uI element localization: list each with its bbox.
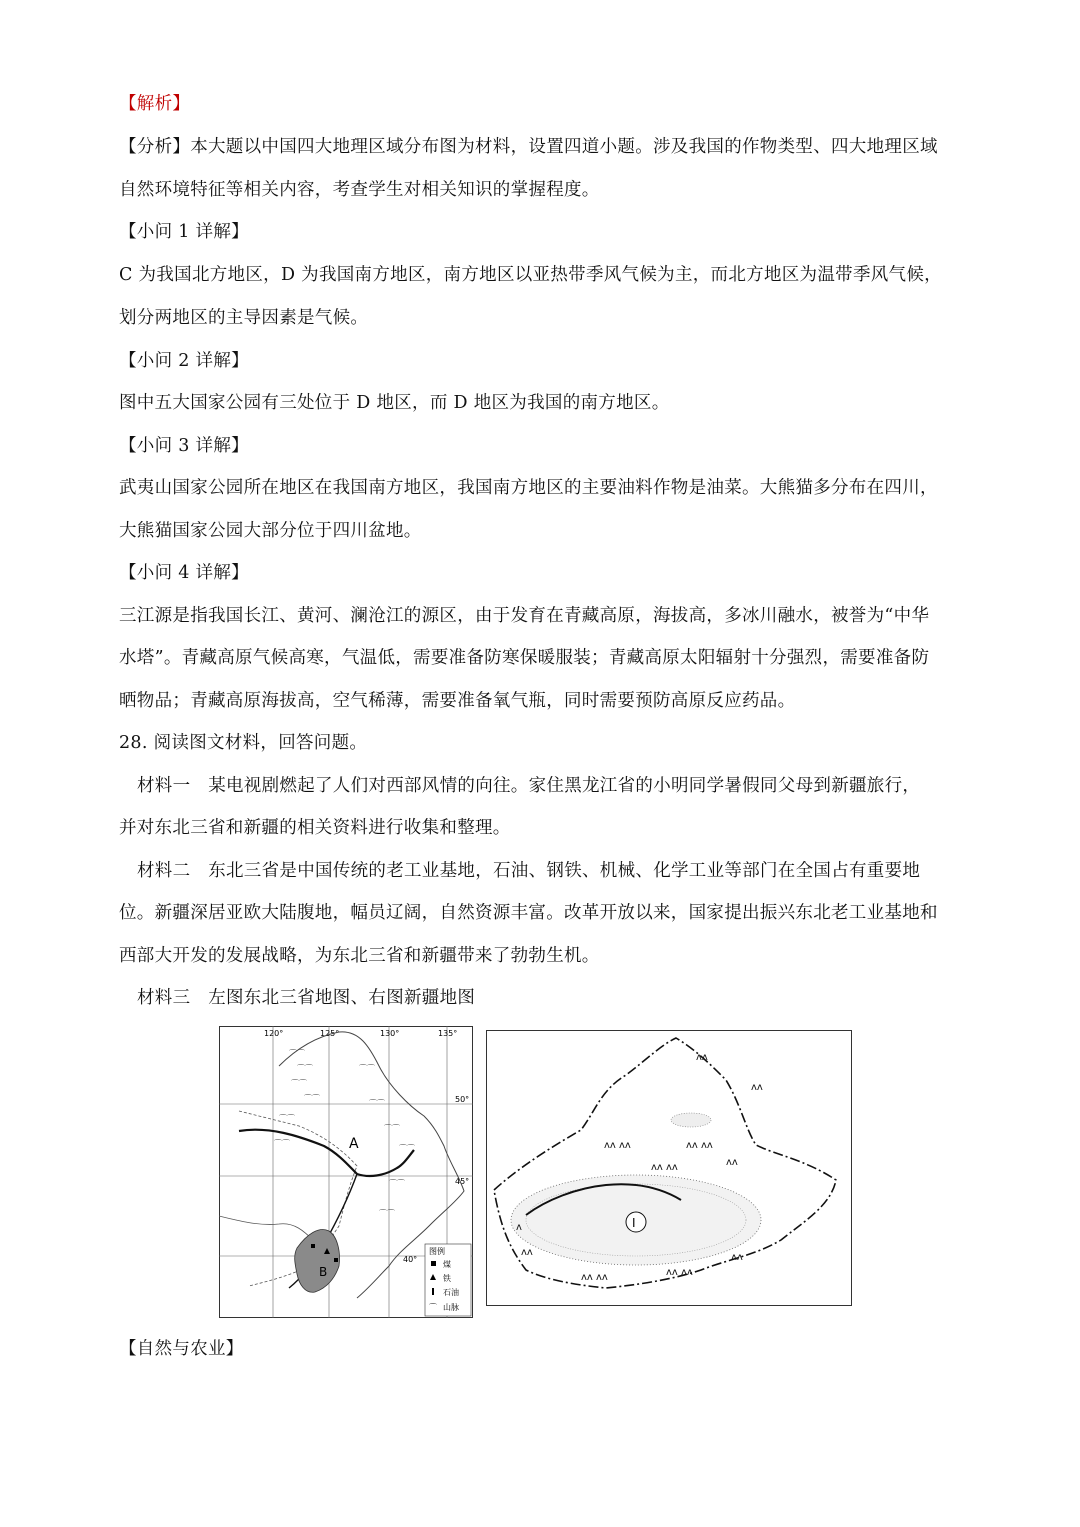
svg-text:⌒⌒: ⌒⌒ bbox=[289, 1049, 305, 1058]
legend-mountain: 山脉 bbox=[443, 1303, 459, 1312]
svg-text:⌒⌒: ⌒⌒ bbox=[384, 1124, 400, 1133]
svg-text:⌒⌒: ⌒⌒ bbox=[389, 1179, 405, 1188]
svg-text:⌒⌒: ⌒⌒ bbox=[279, 1114, 295, 1123]
region-a-label: A bbox=[349, 1136, 359, 1152]
svg-text:ʌʌ ʌʌ: ʌʌ ʌʌ bbox=[604, 1140, 631, 1151]
svg-text:⌒⌒: ⌒⌒ bbox=[399, 1144, 415, 1153]
q3-line-1: 武夷山国家公园所在地区在我国南方地区，我国南方地区的主要油料作物是油菜。大熊猫多分布在四川， bbox=[119, 478, 938, 498]
material-2-line-1: 材料二 东北三省是中国传统的老工业基地，石油、钢铁、机械、化学工业等部门在全国占有重要地 bbox=[137, 861, 921, 881]
analysis-line-1: 【分析】本大题以中国四大地理区域分布图为材料，设置四道小题。涉及我国的作物类型、四大地理区域 bbox=[119, 137, 938, 157]
svg-text:⌒⌒: ⌒⌒ bbox=[274, 1139, 290, 1148]
q2-line-1: 图中五大国家公园有三处位于 D 地区，而 D 地区为我国的南方地区。 bbox=[119, 393, 670, 413]
svg-text:⌒: ⌒ bbox=[429, 1303, 437, 1312]
q2-heading: 【小问 2 详解】 bbox=[119, 351, 249, 371]
svg-text:ʌʌ: ʌʌ bbox=[751, 1082, 763, 1093]
q4-line-2: 水塔”。青藏高原气候高寒，气温低，需要准备防寒保暖服装；青藏高原太阳辐射十分强烈，需要准备防 bbox=[119, 648, 930, 668]
material-2-line-2: 位。新疆深居亚欧大陆腹地，幅员辽阔，自然资源丰富。改革开放以来，国家提出振兴东北老工业基地和 bbox=[119, 903, 938, 923]
lat-label-45: 45° bbox=[455, 1177, 470, 1186]
lat-label-50: 50° bbox=[455, 1095, 470, 1104]
svg-text:⌒⌒: ⌒⌒ bbox=[359, 1064, 375, 1073]
legend-oil: 石油 bbox=[443, 1288, 459, 1297]
q1-heading: 【小问 1 详解】 bbox=[119, 222, 249, 242]
lat-label-40: 40° bbox=[403, 1255, 418, 1264]
map-legend bbox=[425, 1244, 471, 1316]
xinjiang-map bbox=[486, 1030, 852, 1306]
q1-line-1: C 为我国北方地区，D 为我国南方地区，南方地区以亚热带季风气候为主，而北方地区为温带季风气候， bbox=[119, 265, 942, 285]
legend-iron: 铁 bbox=[443, 1274, 451, 1283]
svg-text:⌒⌒: ⌒⌒ bbox=[297, 1064, 313, 1073]
material-1-line-2: 并对东北三省和新疆的相关资料进行收集和整理。 bbox=[119, 818, 511, 838]
svg-text:ʌʌ: ʌʌ bbox=[696, 1052, 708, 1063]
label-i: Ⅰ bbox=[632, 1216, 636, 1230]
q28-title: 28. 阅读图文材料，回答问题。 bbox=[119, 733, 368, 753]
svg-text:⌒⌒: ⌒⌒ bbox=[369, 1099, 385, 1108]
svg-text:ʌʌ: ʌʌ bbox=[726, 1157, 738, 1168]
q1-line-2: 划分两地区的主导因素是气候。 bbox=[119, 308, 369, 328]
q4-line-1: 三江源是指我国长江、黄河、澜沧江的源区，由于发育在青藏高原，海拔高，多冰川融水，被誉为“中华 bbox=[119, 606, 930, 626]
lon-label-130: 130° bbox=[380, 1029, 400, 1038]
analysis-line-2: 自然环境特征等相关内容，考查学生对相关知识的掌握程度。 bbox=[119, 180, 600, 200]
svg-text:ʌʌ: ʌʌ bbox=[521, 1247, 533, 1258]
svg-text:⌒⌒: ⌒⌒ bbox=[379, 1209, 395, 1218]
svg-text:ʌʌ ʌʌ: ʌʌ ʌʌ bbox=[651, 1162, 678, 1173]
q3-heading: 【小问 3 详解】 bbox=[119, 436, 249, 456]
svg-text:ʌʌ ʌʌ: ʌʌ ʌʌ bbox=[581, 1272, 608, 1283]
lon-label-125: 125° bbox=[320, 1029, 340, 1038]
northeast-map bbox=[219, 1026, 473, 1318]
junggar-desert bbox=[671, 1113, 711, 1127]
lon-label-120: 120° bbox=[264, 1029, 284, 1038]
material-1-line-1: 材料一 某电视剧燃起了人们对西部风情的向往。家住黑龙江省的小明同学暑假同父母到新疆旅行， bbox=[137, 776, 921, 796]
svg-text:⌒⌒: ⌒⌒ bbox=[291, 1079, 307, 1088]
material-2-line-3: 西部大开发的发展战略，为东北三省和新疆带来了勃勃生机。 bbox=[119, 946, 600, 966]
lon-label-135: 135° bbox=[438, 1029, 458, 1038]
svg-text:ʌʌ ʌʌ: ʌʌ ʌʌ bbox=[666, 1267, 693, 1278]
q4-heading: 【小问 4 详解】 bbox=[119, 563, 249, 583]
coal-marker-2 bbox=[334, 1258, 338, 1262]
legend-title: 图例 bbox=[429, 1247, 445, 1256]
svg-text:ʌʌ ʌʌ: ʌʌ ʌʌ bbox=[686, 1140, 713, 1151]
label-i-circle bbox=[626, 1212, 646, 1232]
section-jiexi-heading: 【解析】 bbox=[119, 94, 191, 114]
q3-line-2: 大熊猫国家公园大部分位于四川盆地。 bbox=[119, 521, 422, 541]
svg-text:ʌ: ʌ bbox=[516, 1222, 522, 1233]
q4-line-3: 晒物品；青藏高原海拔高，空气稀薄，需要准备氧气瓶，同时需要预防高原反应药品。 bbox=[119, 691, 796, 711]
region-b-label: B bbox=[319, 1265, 328, 1279]
material-3-line-1: 材料三 左图东北三省地图、右图新疆地图 bbox=[137, 988, 476, 1008]
svg-text:ʌʌ: ʌʌ bbox=[731, 1252, 743, 1263]
coal-marker bbox=[311, 1244, 315, 1248]
svg-text:⌒⌒: ⌒⌒ bbox=[304, 1094, 320, 1103]
legend-coal: 煤 bbox=[443, 1260, 451, 1269]
section-nature-agriculture: 【自然与农业】 bbox=[119, 1339, 244, 1359]
